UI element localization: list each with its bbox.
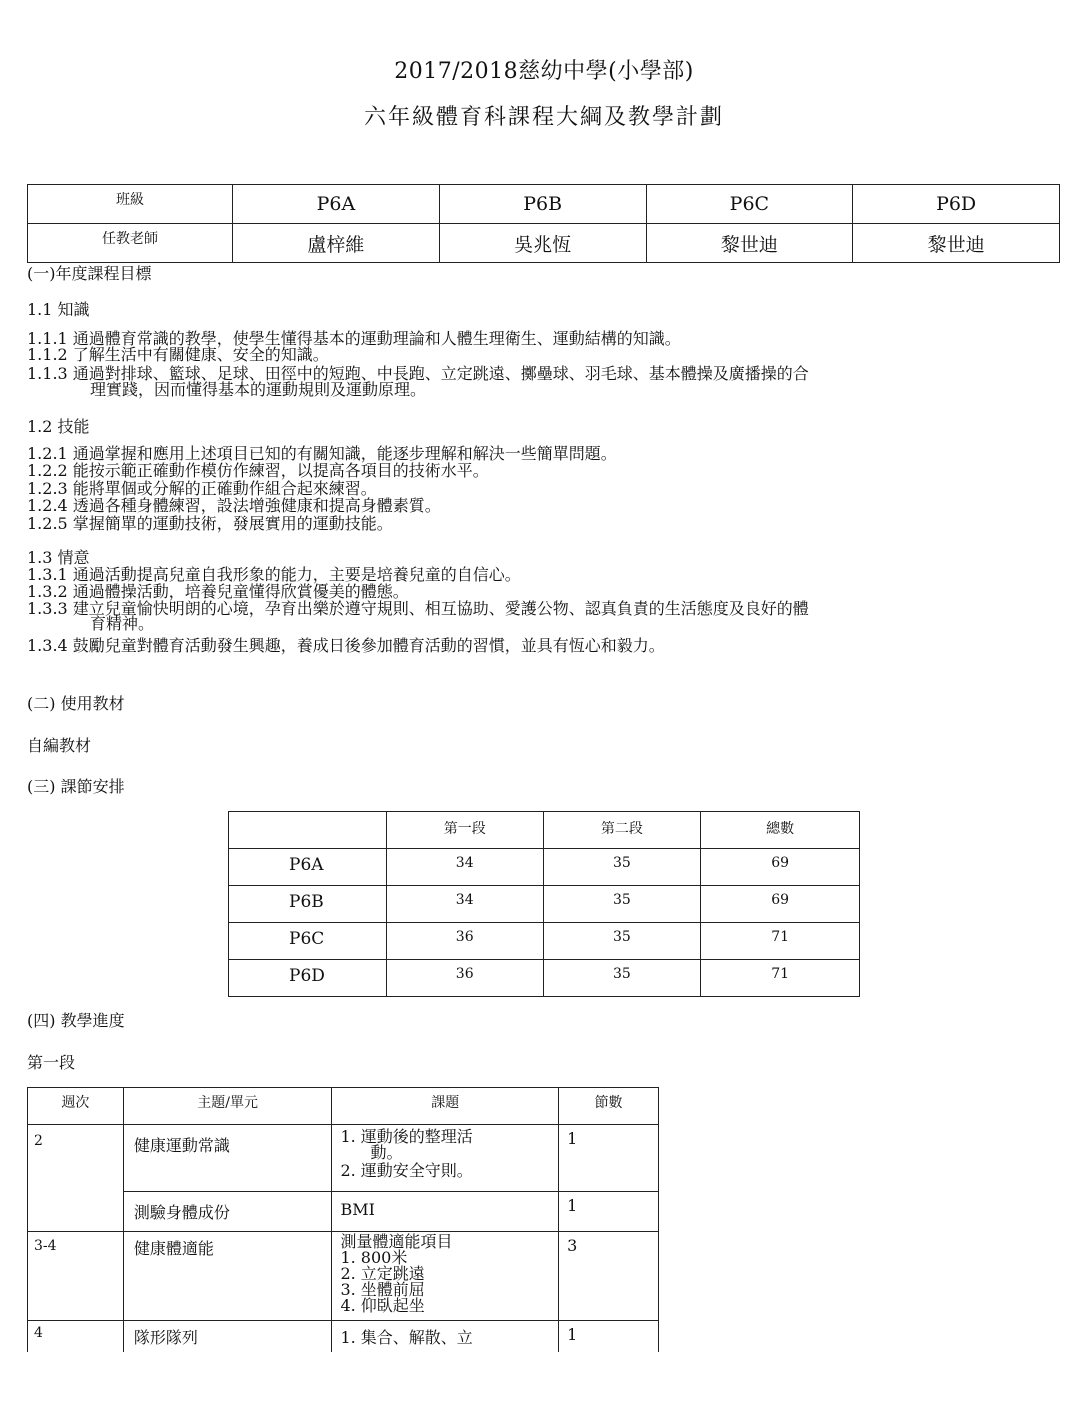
lesson-cell — [332, 1232, 559, 1321]
topic-cell: 健康體適能 — [123, 1232, 332, 1321]
lesson-line: 2. 立定跳遠 — [340, 1264, 425, 1283]
class-cell: P6C — [646, 185, 853, 224]
teacher-label: 任教老師 — [28, 224, 233, 263]
section-heading: (三) 課節安排 — [27, 777, 125, 796]
class-teacher-table — [27, 184, 1060, 263]
lesson-line: 2. 運動安全守則。 — [340, 1161, 473, 1180]
table-row — [229, 849, 860, 886]
count-cell: 3 — [559, 1232, 659, 1321]
class-cell: P6D — [229, 960, 387, 997]
teacher-cell: 盧梓維 — [233, 224, 440, 263]
lesson-line: 4. 仰臥起坐 — [340, 1296, 425, 1315]
table-row — [229, 960, 860, 997]
objective-item: 1.1.1 通過體育常識的教學，使學生懂得基本的運動理論和人體生理衛生、運動結構的知識。 — [27, 329, 681, 348]
section-heading: (二) 使用教材 — [27, 694, 125, 713]
lesson-line: 1. 800米 — [340, 1248, 408, 1267]
table-row — [28, 1232, 659, 1321]
count-cell: 1 — [559, 1125, 659, 1192]
document-subtitle: 六年級體育科課程大綱及教學計劃 — [363, 105, 724, 130]
subsection-heading: 1.2 技能 — [27, 417, 90, 436]
value-cell: 69 — [701, 886, 860, 923]
header-cell: 第二段 — [543, 812, 701, 849]
objective-item: 1.3.1 通過活動提高兒童自我形象的能力，主要是培養兒童的自信心。 — [27, 565, 521, 584]
value-cell: 69 — [701, 849, 860, 886]
objective-item: 1.2.2 能按示範正確動作模仿作練習，以提高各項目的技術水平。 — [27, 461, 489, 480]
class-cell: P6C — [229, 923, 387, 960]
teacher-cell: 黎世迪 — [646, 224, 853, 263]
table-header-row — [229, 812, 860, 849]
topic-cell: 測驗身體成份 — [123, 1192, 332, 1232]
value-cell: 35 — [543, 923, 701, 960]
value-cell: 71 — [701, 923, 860, 960]
objective-item: 1.2.4 透過各種身體練習，設法增強健康和提高身體素質。 — [27, 496, 441, 515]
subsection-heading: 1.3 情意 — [27, 548, 90, 567]
count-cell: 1 — [559, 1192, 659, 1232]
lesson-allocation-table — [228, 811, 860, 997]
class-cell: P6A — [229, 849, 387, 886]
week-cell: 4 — [28, 1321, 124, 1353]
lesson-cell — [332, 1125, 559, 1192]
objective-item: 1.2.5 掌握簡單的運動技術，發展實用的運動技能。 — [27, 514, 393, 533]
value-cell: 36 — [386, 923, 543, 960]
week-cell: 2 — [28, 1125, 124, 1232]
term-heading: 第一段 — [27, 1053, 76, 1072]
value-cell: 34 — [386, 849, 543, 886]
header-cell: 課題 — [332, 1088, 559, 1125]
table-row — [28, 1321, 659, 1353]
objective-item: 1.2.3 能將單個或分解的正確動作組合起來練習。 — [27, 479, 377, 498]
objective-item-continued: 育精神。 — [90, 614, 155, 633]
header-cell: 主題/單元 — [123, 1088, 332, 1125]
lesson-cell: 1. 集合、解散、立 — [332, 1321, 559, 1353]
topic-cell: 隊形隊列 — [123, 1321, 332, 1353]
lesson-cell: BMI — [332, 1192, 559, 1232]
header-cell: 第一段 — [386, 812, 543, 849]
value-cell: 34 — [386, 886, 543, 923]
value-cell: 71 — [701, 960, 860, 997]
table-row — [28, 185, 1060, 224]
objective-item: 1.3.4 鼓勵兒童對體育活動發生興趣，養成日後參加體育活動的習慣，並具有恆心和毅力。 — [27, 636, 665, 655]
subsection-heading: 1.1 知識 — [27, 300, 90, 319]
header-cell: 總數 — [701, 812, 860, 849]
value-cell: 36 — [386, 960, 543, 997]
class-cell: P6B — [439, 185, 646, 224]
week-cell: 3-4 — [28, 1232, 124, 1321]
lesson-line: 動。 — [370, 1143, 403, 1162]
value-cell: 35 — [543, 886, 701, 923]
class-cell: P6B — [229, 886, 387, 923]
table-header-row — [28, 1088, 659, 1125]
materials-text: 自編教材 — [27, 736, 92, 755]
lesson-line: 1. 運動後的整理活 — [340, 1127, 473, 1146]
header-cell — [229, 812, 387, 849]
table-row — [28, 1125, 659, 1192]
objective-item: 1.1.3 通過對排球、籃球、足球、田徑中的短跑、中長跑、立定跳遠、擲壘球、羽毛球、基本體操及廣播操的合 — [27, 364, 809, 383]
header-cell: 週次 — [28, 1088, 124, 1125]
class-cell: P6D — [853, 185, 1060, 224]
table-row — [229, 886, 860, 923]
value-cell: 35 — [543, 849, 701, 886]
table-row — [229, 923, 860, 960]
table-row — [28, 224, 1060, 263]
objective-item: 1.2.1 通過掌握和應用上述項目已知的有關知識，能逐步理解和解決一些簡單問題。 — [27, 444, 617, 463]
document-title: 2017/2018慈幼中學(小學部) — [394, 59, 694, 84]
objective-item-continued: 理實踐，因而懂得基本的運動規則及運動原理。 — [90, 380, 427, 399]
objective-item: 1.3.2 通過體操活動，培養兒童懂得欣賞優美的體態。 — [27, 582, 409, 601]
objective-item: 1.3.3 建立兒童愉快明朗的心境，孕育出樂於遵守規則、相互協助、愛護公物、認真負責的生活態度及良好的體 — [27, 599, 809, 618]
count-cell: 1 — [559, 1321, 659, 1353]
section-heading: (四) 教學進度 — [27, 1011, 125, 1030]
teacher-cell: 吳兆恆 — [439, 224, 646, 263]
teacher-cell: 黎世迪 — [853, 224, 1060, 263]
value-cell: 35 — [543, 960, 701, 997]
objective-item: 1.1.2 了解生活中有關健康、安全的知識。 — [27, 345, 329, 364]
lesson-line: 3. 坐體前屈 — [340, 1280, 425, 1299]
header-cell: 節數 — [559, 1088, 659, 1125]
class-cell: P6A — [233, 185, 440, 224]
topic-cell: 健康運動常識 — [123, 1125, 332, 1192]
teaching-schedule-table — [27, 1087, 659, 1352]
lesson-line: 測量體適能項目 — [340, 1232, 453, 1251]
class-label: 班級 — [28, 185, 233, 224]
section-heading: (一)年度課程目標 — [27, 264, 152, 283]
